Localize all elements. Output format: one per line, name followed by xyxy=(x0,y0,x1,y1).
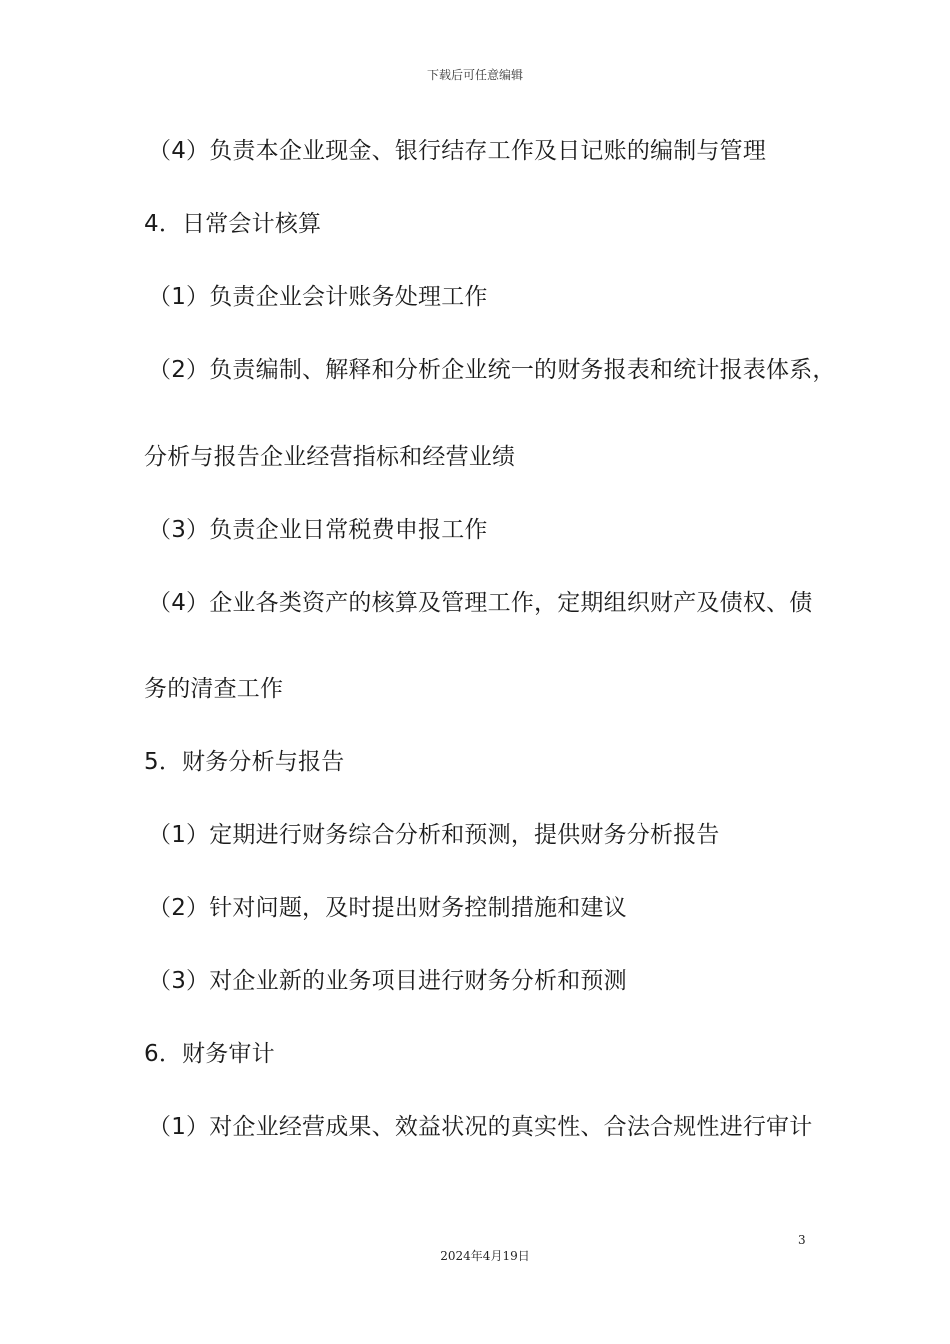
text-line: （1）定期进行财务综合分析和预测，提供财务分析报告 xyxy=(148,822,720,848)
text-line: （1）负责企业会计账务处理工作 xyxy=(148,284,488,310)
page-number: 3 xyxy=(798,1233,806,1247)
text-line: （3）对企业新的业务项目进行财务分析和预测 xyxy=(148,968,627,994)
text-line: （2）负责编制、解释和分析企业统一的财务报表和统计报表体系， xyxy=(148,357,836,383)
page-header: 下载后可任意编辑 xyxy=(426,68,523,82)
text-line: （1）对企业经营成果、效益状况的真实性、合法合规性进行审计 xyxy=(148,1114,813,1140)
text-line: （2）针对问题，及时提出财务控制措施和建议 xyxy=(148,895,627,921)
footer-date: 2024年4月19日 xyxy=(440,1249,530,1263)
section-heading: 5．财务分析与报告 xyxy=(144,749,345,775)
text-line: 务的清查工作 xyxy=(144,676,284,702)
section-heading: 4．日常会计核算 xyxy=(144,211,322,237)
section-heading: 6．财务审计 xyxy=(144,1041,275,1067)
text-line: （4）负责本企业现金、银行结存工作及日记账的编制与管理 xyxy=(148,138,767,164)
text-line: （3）负责企业日常税费申报工作 xyxy=(148,517,488,543)
text-line: 分析与报告企业经营指标和经营业绩 xyxy=(144,444,516,470)
text-line: （4）企业各类资产的核算及管理工作，定期组织财产及债权、债 xyxy=(148,590,813,616)
